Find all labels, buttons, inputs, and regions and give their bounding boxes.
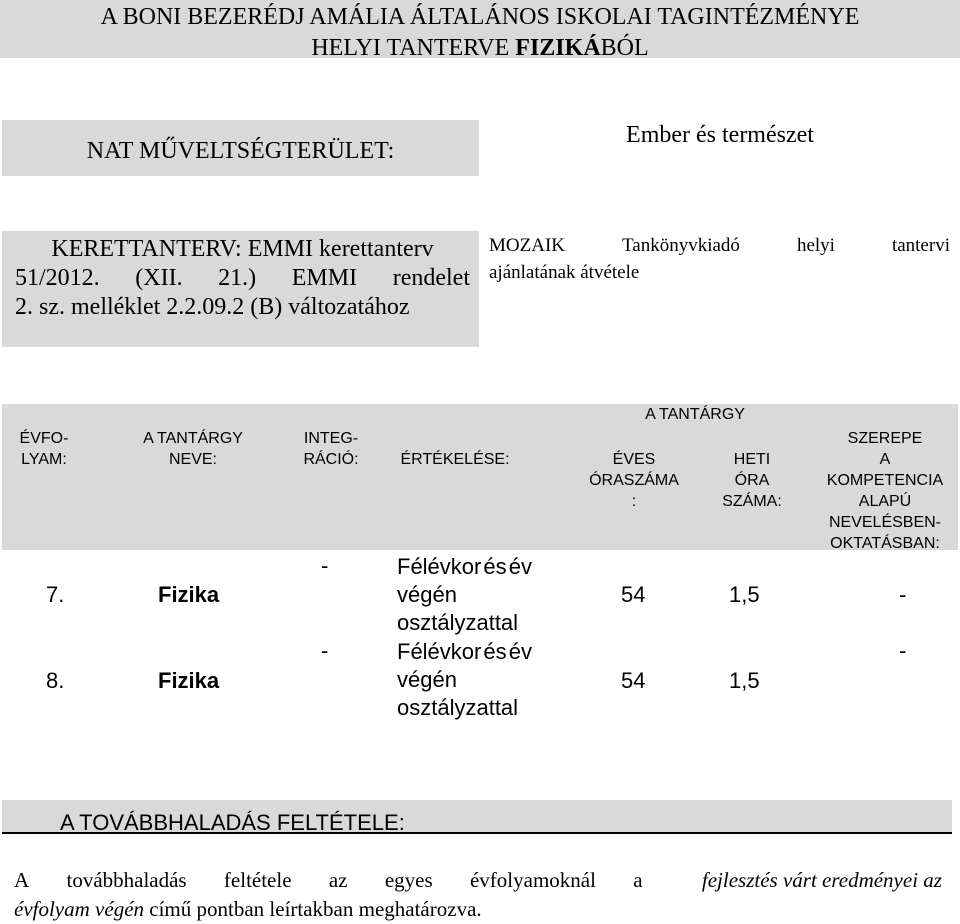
th-szerepe-l6: OKTATÁSBAN:	[830, 535, 940, 552]
th-eves-l1: ÉVES	[612, 451, 656, 468]
th-evfolyam-l2: LYAM:	[21, 451, 67, 468]
tovabbhaladas-text	[0, 866, 960, 924]
row-2-evfolyam: 8.	[46, 668, 65, 693]
th-nev-l1: A TANTÁRGY	[143, 430, 243, 447]
row-2-szerepe: -	[899, 638, 907, 663]
th-integracio-l2: RÁCIÓ:	[303, 451, 359, 468]
tov-italic-1: fejlesztés várt eredményei az	[701, 868, 942, 892]
th-heti-l1: HETI	[733, 451, 771, 468]
row-1-ertekeles-l1	[397, 553, 532, 581]
kerettanterv-label-line-2-word: 21.)	[218, 265, 257, 291]
kerettanterv-label-line-1-text: KERETTANTERV: EMMI kerettanterv	[51, 236, 434, 262]
header-line-2-pre: HELYI TANTERVE	[311, 35, 516, 61]
tov-italic-2: évfolyam végén	[14, 897, 145, 921]
tov-w4: az	[328, 868, 348, 892]
row-2-integracio: -	[321, 638, 329, 663]
th-nev	[118, 428, 268, 470]
kv-word-3: helyi	[796, 235, 835, 256]
row-2-ert-w2: és	[483, 639, 507, 664]
th-tantargy-group: A TANTÁRGY	[645, 406, 745, 423]
kerettanterv-label-line-3: 2. sz. melléklet 2.2.09.2 (B) változatához	[15, 294, 410, 320]
th-evfolyam	[6, 428, 82, 470]
nat-value: Ember és természet	[626, 122, 814, 148]
header-line-2-post: BÓL	[600, 35, 649, 61]
table-header	[2, 404, 958, 550]
th-integracio	[288, 428, 374, 470]
row-2-eves: 54	[621, 668, 646, 693]
th-ertekelese: ÉRTÉKELÉSE:	[400, 451, 510, 468]
tov-w3: feltétele	[223, 868, 292, 892]
kerettanterv-label-line-2-word: 51/2012.	[15, 265, 100, 291]
tov-w7: a	[633, 868, 643, 892]
header-line-1: A BONI BEZERÉDJ AMÁLIA ÁLTALÁNOS ISKOLAI TAGINTÉZMÉNYE	[100, 4, 860, 30]
tov-end: című pontban leírtakban meghatározva.	[144, 897, 482, 921]
row-1-ert-w2: és	[483, 554, 507, 579]
kerettanterv-value-line-1	[489, 232, 950, 259]
tov-w5: egyes	[384, 868, 433, 892]
tov-w1: A	[14, 868, 30, 892]
row-1-ertekeles	[397, 553, 532, 637]
th-szerepe	[812, 428, 958, 554]
document-header	[0, 0, 960, 61]
row-2-ert-w3: év	[508, 639, 532, 664]
row-1-ertekeles-l2: végén	[397, 582, 457, 607]
tov-w6: évfolyamoknál	[469, 868, 596, 892]
th-heti-l2: ÓRA	[734, 472, 770, 489]
kerettanterv-value-line-2: ajánlatának átvétele	[489, 262, 640, 283]
th-szerepe-l4: ALAPÚ	[858, 493, 912, 510]
kerettanterv-label-line-2-word: rendelet	[392, 265, 470, 291]
kerettanterv-label-line-2	[15, 264, 470, 293]
th-integracio-l1: INTEG-	[303, 430, 359, 447]
nat-label: NAT MŰVELTSÉGTERÜLET:	[2, 120, 479, 176]
tovabbhaladas-title: A TOVÁBBHALADÁS FELTÉTELE:	[2, 800, 952, 834]
row-2-ertekeles-l1	[397, 638, 532, 666]
row-2-ertekeles	[397, 638, 532, 722]
header-line-2	[0, 33, 960, 64]
tovabbhaladas-line-2	[14, 895, 942, 924]
row-2-heti: 1,5	[729, 668, 760, 693]
row-1-nev: Fizika	[158, 582, 220, 607]
th-eves	[576, 449, 692, 512]
row-1-ert-w3: év	[508, 554, 532, 579]
row-2-ertekeles-l3: osztályzattal	[397, 695, 519, 720]
kerettanterv-label	[2, 231, 479, 347]
row-1-ertekeles-l3: osztályzattal	[397, 610, 519, 635]
th-nev-l2: NEVE:	[168, 451, 217, 468]
kerettanterv-value	[480, 230, 950, 286]
row-1-szerepe: -	[899, 582, 907, 607]
th-szerepe-l3: KOMPETENCIA	[826, 472, 944, 489]
th-evfolyam-l1: ÉVFO-	[19, 430, 69, 447]
th-heti-l3: SZÁMA:	[722, 493, 782, 510]
row-2-ertekeles-l2: végén	[397, 667, 457, 692]
th-szerepe-l5: NEVELÉSBEN-	[828, 514, 942, 531]
kerettanterv-label-line-2-word: (XII.	[135, 265, 183, 291]
row-1-integracio: -	[321, 553, 329, 578]
row-2-nev: Fizika	[158, 668, 220, 693]
kerettanterv-label-line-1	[15, 235, 470, 264]
header-line-2-bold: FIZIKÁ	[515, 35, 601, 61]
row-1-heti: 1,5	[729, 582, 760, 607]
row-1-evfolyam: 7.	[46, 582, 65, 607]
th-szerepe-l1: SZEREPE	[847, 430, 923, 447]
th-eves-l2: ÓRASZÁMA	[589, 472, 679, 489]
th-szerepe-l2: A	[879, 451, 891, 468]
row-1-eves: 54	[621, 582, 646, 607]
kv-word-1: MOZAIK	[489, 235, 565, 256]
row-2-ert-w1: Félévkor	[397, 639, 482, 664]
kv-word-4: tantervi	[891, 235, 950, 256]
kv-word-2: Tankönyvkiadó	[622, 235, 740, 256]
tovabbhaladas-line-1	[14, 866, 942, 895]
tov-w2: továbbhaladás	[66, 868, 187, 892]
kerettanterv-label-line-2-word: EMMI	[291, 265, 358, 291]
th-eves-l3: :	[631, 493, 637, 510]
row-1-ert-w1: Félévkor	[397, 554, 482, 579]
th-heti	[702, 449, 802, 512]
